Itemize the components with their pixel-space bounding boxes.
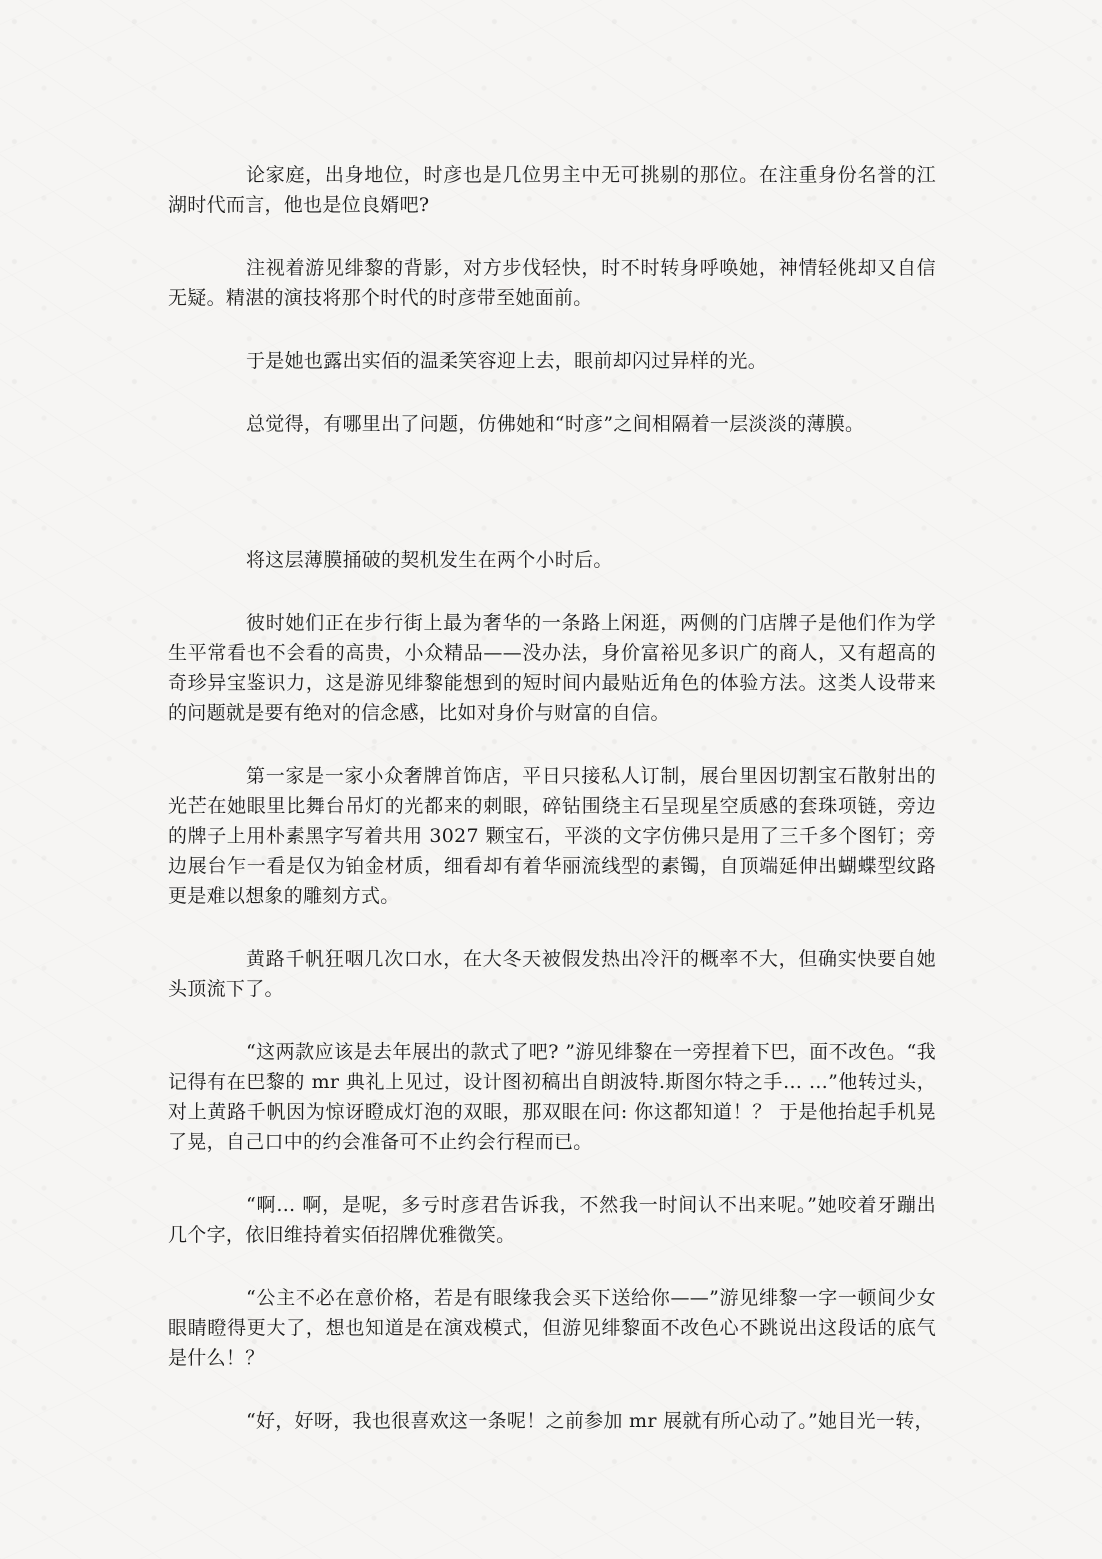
paragraph: 于是她也露出实佰的温柔笑容迎上去，眼前却闪过异样的光。 bbox=[246, 350, 768, 372]
paragraph: “公主不必在意价格，若是有眼缘我会买下送给你——”游见绯黎一字一顿间少女眼睛瞪得更大了，想也知道是在演戏模式，但游见绯黎面不改色心不跳说出这段话的底气是什么！？ bbox=[168, 1287, 936, 1369]
paragraph: 黄路千帆狂咽几次口水，在大冬天被假发热出冷汗的概率不大，但确实快要自她头顶流下了。 bbox=[168, 948, 936, 1000]
page-body bbox=[168, 160, 936, 1460]
paragraph: “好，好呀，我也很喜欢这一条呢！之前参加 mr 展就有所心动了。”她目光一转， bbox=[246, 1410, 934, 1432]
paragraph: 论家庭，出身地位，时彦也是几位男主中无可挑剔的那位。在注重身份名誉的江湖时代而言，他也是位良婿吧? bbox=[168, 164, 936, 216]
paragraph: 将这层薄膜捅破的契机发生在两个小时后。 bbox=[246, 549, 613, 571]
paragraph: 总觉得，有哪里出了问题，仿佛她和“时彦”之间相隔着一层淡淡的薄膜。 bbox=[246, 413, 865, 435]
paragraph: 彼时她们正在步行街上最为奢华的一条路上闲逛，两侧的门店牌子是他们作为学生平常看也不会看的高贵，小众精品——没办法，身价富裕见多识广的商人，又有超高的奇珍异宝鉴识力，这是游见绯黎能想到的短时间内最贴近角色的体验方法。这类人设带来的问题就是要有绝对的信念感，比如对身价与财富的自信。 bbox=[168, 612, 936, 724]
paragraph: “啊… 啊，是呢，多亏时彦君告诉我，不然我一时间认不出来呢。”她咬着牙蹦出几个字，依旧维持着实佰招牌优雅微笑。 bbox=[168, 1194, 936, 1246]
paragraph: 注视着游见绯黎的背影，对方步伐轻快，时不时转身呼唤她，神情轻佻却又自信无疑。精湛的演技将那个时代的时彦带至她面前。 bbox=[168, 257, 936, 309]
paragraph: “这两款应该是去年展出的款式了吧? ”游见绯黎在一旁捏着下巴，面不改色。“我记得有在巴黎的 mr 典礼上见过，设计图初稿出自朗波特.斯图尔特之手… …”他转过头，对上黄路千帆因为惊讶瞪成灯泡的双眼，那双眼在问: 你这都知道！？ 于是他抬起手机晃了晃，自己口中的约会准备可不止约会行程而已。 bbox=[168, 1041, 936, 1153]
paragraph: 第一家是一家小众奢牌首饰店，平日只接私人订制，展台里因切割宝石散射出的光芒在她眼里比舞台吊灯的光都来的刺眼，碎钻围绕主石呈现星空质感的套珠项链，旁边的牌子上用朴素黑字写着共用 3027 颗宝石，平淡的文字仿佛只是用了三千多个图钉；旁边展台乍一看是仅为铂金材质，细看却有着华丽流线型的素镯，自顶端延伸出蝴蝶型纹路更是难以想象的雕刻方式。 bbox=[168, 765, 936, 907]
